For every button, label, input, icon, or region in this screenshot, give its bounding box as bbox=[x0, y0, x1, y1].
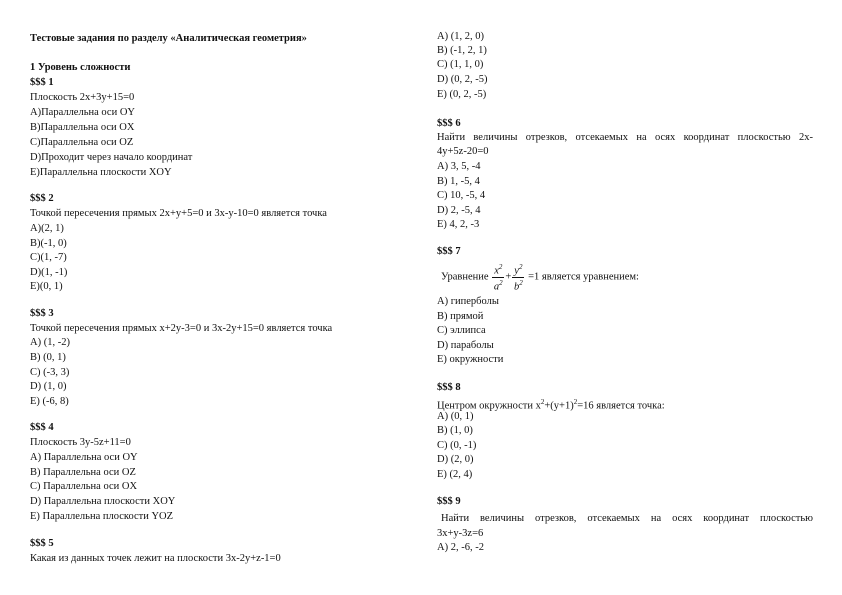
question-4-option: B) Параллельна оси OZ bbox=[30, 467, 136, 478]
question-8-option: B) (1, 0) bbox=[437, 425, 473, 436]
question-2-option: B)(-1, 0) bbox=[30, 238, 67, 249]
fraction-x-over-a: $\frac{x^2}{a^2}$ bbox=[493, 263, 503, 292]
frac2-den: b bbox=[513, 281, 520, 292]
question-4-text: Плоскость 3y-5z+11=0 bbox=[30, 437, 131, 448]
question-2-option: D)(1, -1) bbox=[30, 267, 68, 278]
q8-sup-1: 2 bbox=[540, 398, 545, 406]
question-9-text: Найти величины отрезков, отсекаемых на осях координат плоскостью bbox=[441, 513, 813, 524]
frac1-num: x bbox=[494, 265, 499, 277]
question-8-option: D) (2, 0) bbox=[437, 454, 474, 465]
question-7-option: D) параболы bbox=[437, 340, 494, 351]
question-1-option: E)Параллельна плоскости XOY bbox=[30, 167, 172, 178]
question-4-option: C) Параллельна оси OX bbox=[30, 481, 138, 492]
question-6-option: D) 2, -5, 4 bbox=[437, 205, 481, 216]
question-8-option: E) (2, 4) bbox=[437, 469, 473, 480]
question-2-option: E)(0, 1) bbox=[30, 281, 63, 292]
question-4-option: A) Параллельна оси OY bbox=[30, 452, 138, 463]
question-6-marker: $$$ 6 bbox=[437, 118, 461, 129]
question-6-option: C) 10, -5, 4 bbox=[437, 190, 486, 201]
question-7-option: E) окружности bbox=[437, 354, 504, 365]
question-1-option: B)Параллельна оси OX bbox=[30, 122, 135, 133]
question-5-option: D) (0, 2, -5) bbox=[437, 74, 488, 85]
q7-plus: + bbox=[505, 271, 512, 283]
question-8-option: C) (0, -1) bbox=[437, 440, 477, 451]
q8-text-b: +(y+1) bbox=[544, 400, 574, 412]
level-heading: 1 Уровень сложности bbox=[30, 62, 131, 73]
question-3-option: B) (0, 1) bbox=[30, 352, 66, 363]
question-8-marker: $$$ 8 bbox=[437, 382, 461, 393]
question-3-option: D) (1, 0) bbox=[30, 381, 67, 392]
question-3-option: A) (1, -2) bbox=[30, 337, 70, 348]
question-5-marker: $$$ 5 bbox=[30, 538, 54, 549]
question-3-marker: $$$ 3 bbox=[30, 308, 54, 319]
question-6-option: A) 3, 5, -4 bbox=[437, 161, 481, 172]
q7-pre-text: Уравнение bbox=[441, 271, 489, 283]
question-7-marker: $$$ 7 bbox=[437, 246, 461, 257]
question-3-option: E) (-6, 8) bbox=[30, 396, 69, 407]
question-1-option: C)Параллельна оси OZ bbox=[30, 137, 134, 148]
question-1-option: D)Проходит через начало координат bbox=[30, 152, 193, 163]
q8-sup-2: 2 bbox=[573, 398, 578, 406]
question-5-option: C) (1, 1, 0) bbox=[437, 59, 484, 70]
question-3-text: Точкой пересечения прямых x+2y-3=0 и 3x-2y+15=0 является точка bbox=[30, 323, 333, 334]
question-4-option: D) Параллельна плоскости XOY bbox=[30, 496, 176, 507]
question-1-text: Плоскость 2x+3y+15=0 bbox=[30, 92, 135, 103]
question-6-text: Найти величины отрезков, отсекаемых на осях координат плоскостью 2x- bbox=[437, 132, 813, 143]
question-6-option: B) 1, -5, 4 bbox=[437, 176, 480, 187]
question-8-option: A) (0, 1) bbox=[437, 411, 474, 422]
question-9-marker: $$$ 9 bbox=[437, 496, 461, 507]
page-title: Тестовые задания по разделу «Аналитическая геометрия» bbox=[30, 33, 307, 44]
question-5-text: Какая из данных точек лежит на плоскости 3x-2y+z-1=0 bbox=[30, 553, 281, 564]
question-9-text-cont: 3x+y-3z=6 bbox=[437, 528, 484, 539]
question-6-option: E) 4, 2, -3 bbox=[437, 219, 480, 230]
question-2-option: C)(1, -7) bbox=[30, 252, 67, 263]
frac1-den: a bbox=[493, 281, 500, 292]
q7-post-text: =1 является уравнением: bbox=[528, 271, 639, 283]
question-5-option: E) (0, 2, -5) bbox=[437, 89, 487, 100]
question-9-option: A) 2, -6, -2 bbox=[437, 542, 484, 553]
question-6-text-cont: 4y+5z-20=0 bbox=[437, 146, 489, 157]
question-4-option: E) Параллельна плоскости YOZ bbox=[30, 511, 174, 522]
question-7-option: B) прямой bbox=[437, 311, 484, 322]
question-4-marker: $$$ 4 bbox=[30, 422, 54, 433]
q8-text-c: =16 является точка: bbox=[577, 400, 665, 412]
question-3-option: C) (-3, 3) bbox=[30, 367, 70, 378]
frac2-num: y bbox=[514, 265, 519, 277]
question-2-text: Точкой пересечения прямых 2x+y+5=0 и 3x-y-10=0 является точка bbox=[30, 208, 327, 219]
q8-text-a: Центром окружности x bbox=[437, 400, 541, 412]
question-5-option: B) (-1, 2, 1) bbox=[437, 45, 487, 56]
fraction-y-over-b: $\frac{y^2}{b^2}$ bbox=[513, 263, 523, 292]
question-7-option: C) эллипса bbox=[437, 325, 486, 336]
question-7-option: A) гиперболы bbox=[437, 296, 499, 307]
question-2-option: A)(2, 1) bbox=[30, 223, 64, 234]
question-5-option: A) (1, 2, 0) bbox=[437, 31, 484, 42]
question-7-text bbox=[441, 262, 639, 292]
question-1-option: A)Параллельна оси OY bbox=[30, 107, 135, 118]
question-2-marker: $$$ 2 bbox=[30, 193, 54, 204]
question-1-marker: $$$ 1 bbox=[30, 77, 54, 88]
